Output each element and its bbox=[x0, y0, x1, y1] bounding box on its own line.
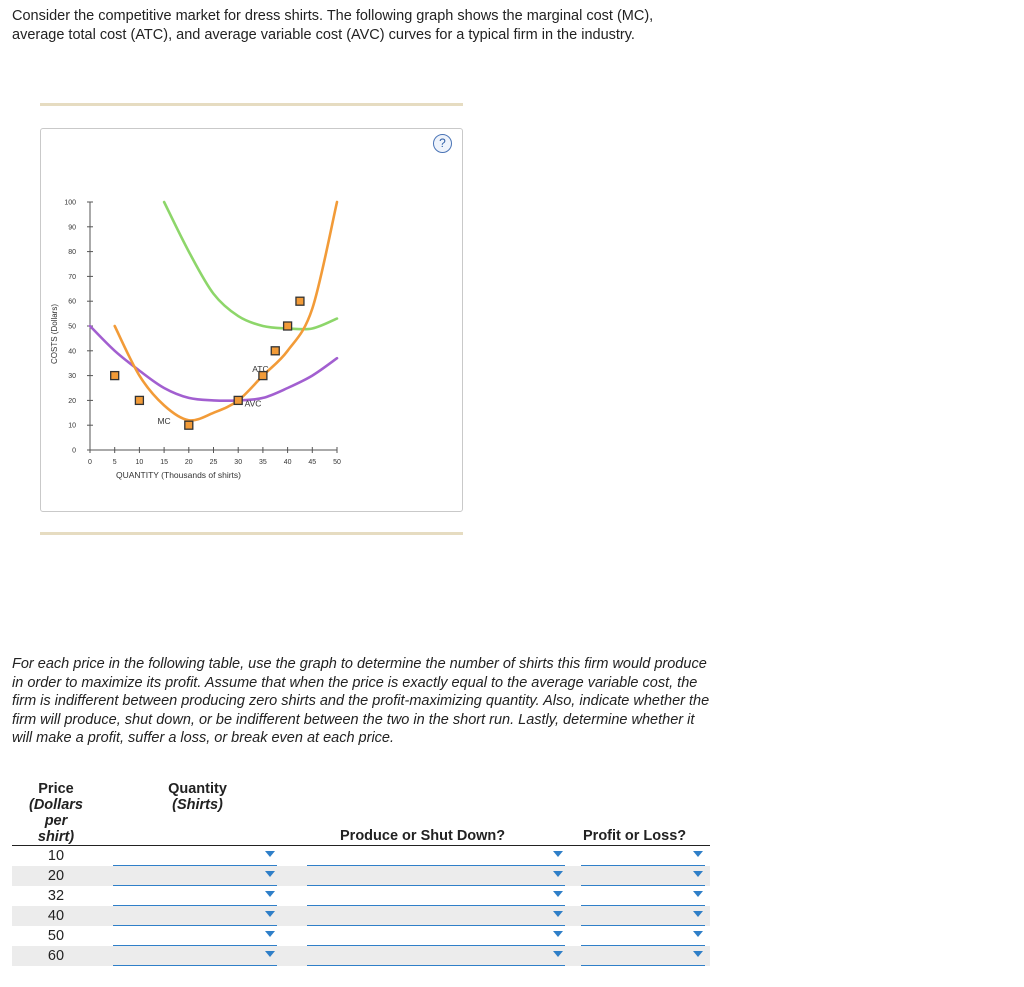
profit-dropdown[interactable] bbox=[581, 866, 705, 886]
x-tick-label: 0 bbox=[88, 459, 92, 466]
instructions-text: For each price in the following table, use the graph to determine the number of shirts this firm would produce in order to maximize its profit. Assume that when the price is exactly equal to the average variable cost, the firm is indifferent between producing zero shirts and the profit-maximizing quantity. Also, indicate whether the firm will produce, shut down, or be indifferent between the two in the short run. Lastly, determine whether it will make a profit, suffer a loss, or break even at each price. bbox=[12, 656, 710, 746]
table-row bbox=[12, 906, 710, 926]
price-cell: 50 bbox=[47, 928, 65, 944]
price-cell: 20 bbox=[47, 868, 65, 884]
data-point-marker bbox=[111, 372, 119, 380]
quantity-header bbox=[150, 781, 245, 813]
chevron-down-icon bbox=[553, 911, 563, 917]
x-tick-label: 35 bbox=[259, 459, 267, 466]
avc-label: AVC bbox=[244, 398, 262, 409]
quantity-dropdown[interactable] bbox=[113, 926, 277, 946]
x-tick-label: 20 bbox=[184, 459, 193, 466]
chevron-down-icon bbox=[265, 931, 275, 937]
data-point-marker bbox=[271, 347, 279, 355]
profit-dropdown[interactable] bbox=[581, 906, 705, 926]
quantity-header-line: (Shirts) bbox=[172, 797, 223, 813]
chevron-down-icon bbox=[553, 891, 563, 897]
chevron-down-icon bbox=[553, 951, 563, 957]
help-icon[interactable]: ? bbox=[433, 134, 452, 153]
quantity-dropdown[interactable] bbox=[113, 886, 277, 906]
data-point-marker bbox=[135, 396, 143, 404]
quantity-header-line: Quantity bbox=[168, 781, 227, 797]
y-tick-label: 70 bbox=[68, 273, 76, 281]
y-axis-label: COSTS (Dollars) bbox=[50, 303, 59, 365]
produce-dropdown[interactable] bbox=[307, 886, 565, 906]
x-tick-label: 25 bbox=[209, 459, 218, 466]
mc-curve bbox=[115, 202, 337, 420]
produce-dropdown[interactable] bbox=[307, 846, 565, 866]
x-tick-label: 45 bbox=[308, 459, 317, 466]
price-cell: 40 bbox=[47, 908, 65, 924]
quantity-dropdown[interactable] bbox=[113, 906, 277, 926]
price-header-line: shirt) bbox=[37, 829, 75, 845]
intro-text: Consider the competitive market for dress shirts. The following graph shows the marginal cost (MC), average total cost (ATC), and average variable cost (AVC) curves for a typical firm in the industry. bbox=[12, 8, 654, 43]
chevron-down-icon bbox=[693, 871, 703, 877]
mc-label: MC bbox=[157, 415, 171, 426]
y-tick-label: 30 bbox=[68, 373, 76, 381]
quantity-dropdown[interactable] bbox=[113, 946, 277, 966]
x-axis-label: QUANTITY (Thousands of shirts) bbox=[115, 470, 242, 480]
x-tick-label: 5 bbox=[112, 459, 117, 466]
data-point-marker bbox=[234, 396, 242, 404]
chevron-down-icon bbox=[693, 851, 703, 857]
x-tick-label: 50 bbox=[333, 459, 341, 466]
profit-dropdown[interactable] bbox=[581, 946, 705, 966]
table-row bbox=[12, 886, 710, 906]
price-header bbox=[12, 781, 100, 845]
avc-curve bbox=[90, 326, 337, 401]
produce-dropdown[interactable] bbox=[307, 946, 565, 966]
produce-header: Produce or Shut Down? bbox=[340, 828, 506, 844]
chevron-down-icon bbox=[553, 851, 563, 857]
price-header-line: (Dollars bbox=[29, 797, 83, 813]
table-row bbox=[12, 866, 710, 886]
chevron-down-icon bbox=[265, 891, 275, 897]
profit-dropdown[interactable] bbox=[581, 926, 705, 946]
chevron-down-icon bbox=[553, 931, 563, 937]
y-tick-label: 100 bbox=[64, 199, 76, 207]
chart-labels bbox=[157, 364, 268, 426]
data-point-marker bbox=[185, 421, 193, 429]
price-cell: 60 bbox=[47, 948, 65, 964]
produce-dropdown[interactable] bbox=[307, 906, 565, 926]
y-tick-label: 20 bbox=[68, 397, 76, 405]
table-row bbox=[12, 846, 710, 866]
produce-dropdown[interactable] bbox=[307, 926, 565, 946]
price-header-line: Price bbox=[38, 781, 74, 797]
data-point-marker bbox=[296, 297, 304, 305]
data-point-marker bbox=[284, 322, 292, 330]
profit-header: Profit or Loss? bbox=[583, 828, 687, 844]
chevron-down-icon bbox=[265, 911, 275, 917]
atc-label: ATC bbox=[252, 363, 269, 374]
chevron-down-icon bbox=[693, 891, 703, 897]
x-tick-label: 30 bbox=[234, 459, 243, 466]
quantity-dropdown[interactable] bbox=[113, 866, 277, 886]
y-tick-label: 80 bbox=[68, 249, 76, 257]
profit-dropdown[interactable] bbox=[581, 846, 705, 866]
y-tick-label: 10 bbox=[68, 422, 76, 430]
chevron-down-icon bbox=[693, 951, 703, 957]
y-tick-label: 50 bbox=[68, 323, 76, 331]
quantity-dropdown[interactable] bbox=[113, 846, 277, 866]
chevron-down-icon bbox=[553, 871, 563, 877]
price-cell: 32 bbox=[47, 888, 65, 904]
table-row bbox=[12, 946, 710, 966]
bottom-divider bbox=[40, 532, 463, 535]
produce-dropdown[interactable] bbox=[307, 866, 565, 886]
chevron-down-icon bbox=[265, 871, 275, 877]
chevron-down-icon bbox=[693, 911, 703, 917]
y-tick-label: 40 bbox=[68, 348, 76, 356]
chevron-down-icon bbox=[265, 851, 275, 857]
chevron-down-icon bbox=[693, 931, 703, 937]
price-cell: 10 bbox=[47, 848, 65, 864]
chevron-down-icon bbox=[265, 951, 275, 957]
x-tick-label: 15 bbox=[160, 459, 168, 466]
y-tick-label: 60 bbox=[68, 298, 76, 306]
price-header-line: per bbox=[44, 813, 68, 829]
x-tick-label: 40 bbox=[283, 459, 292, 466]
table-row bbox=[12, 926, 710, 946]
x-tick-label: 10 bbox=[135, 459, 144, 466]
y-tick-label: 0 bbox=[72, 447, 76, 455]
chart-curves bbox=[90, 202, 337, 420]
profit-dropdown[interactable] bbox=[581, 886, 705, 906]
y-tick-label: 90 bbox=[68, 224, 76, 232]
